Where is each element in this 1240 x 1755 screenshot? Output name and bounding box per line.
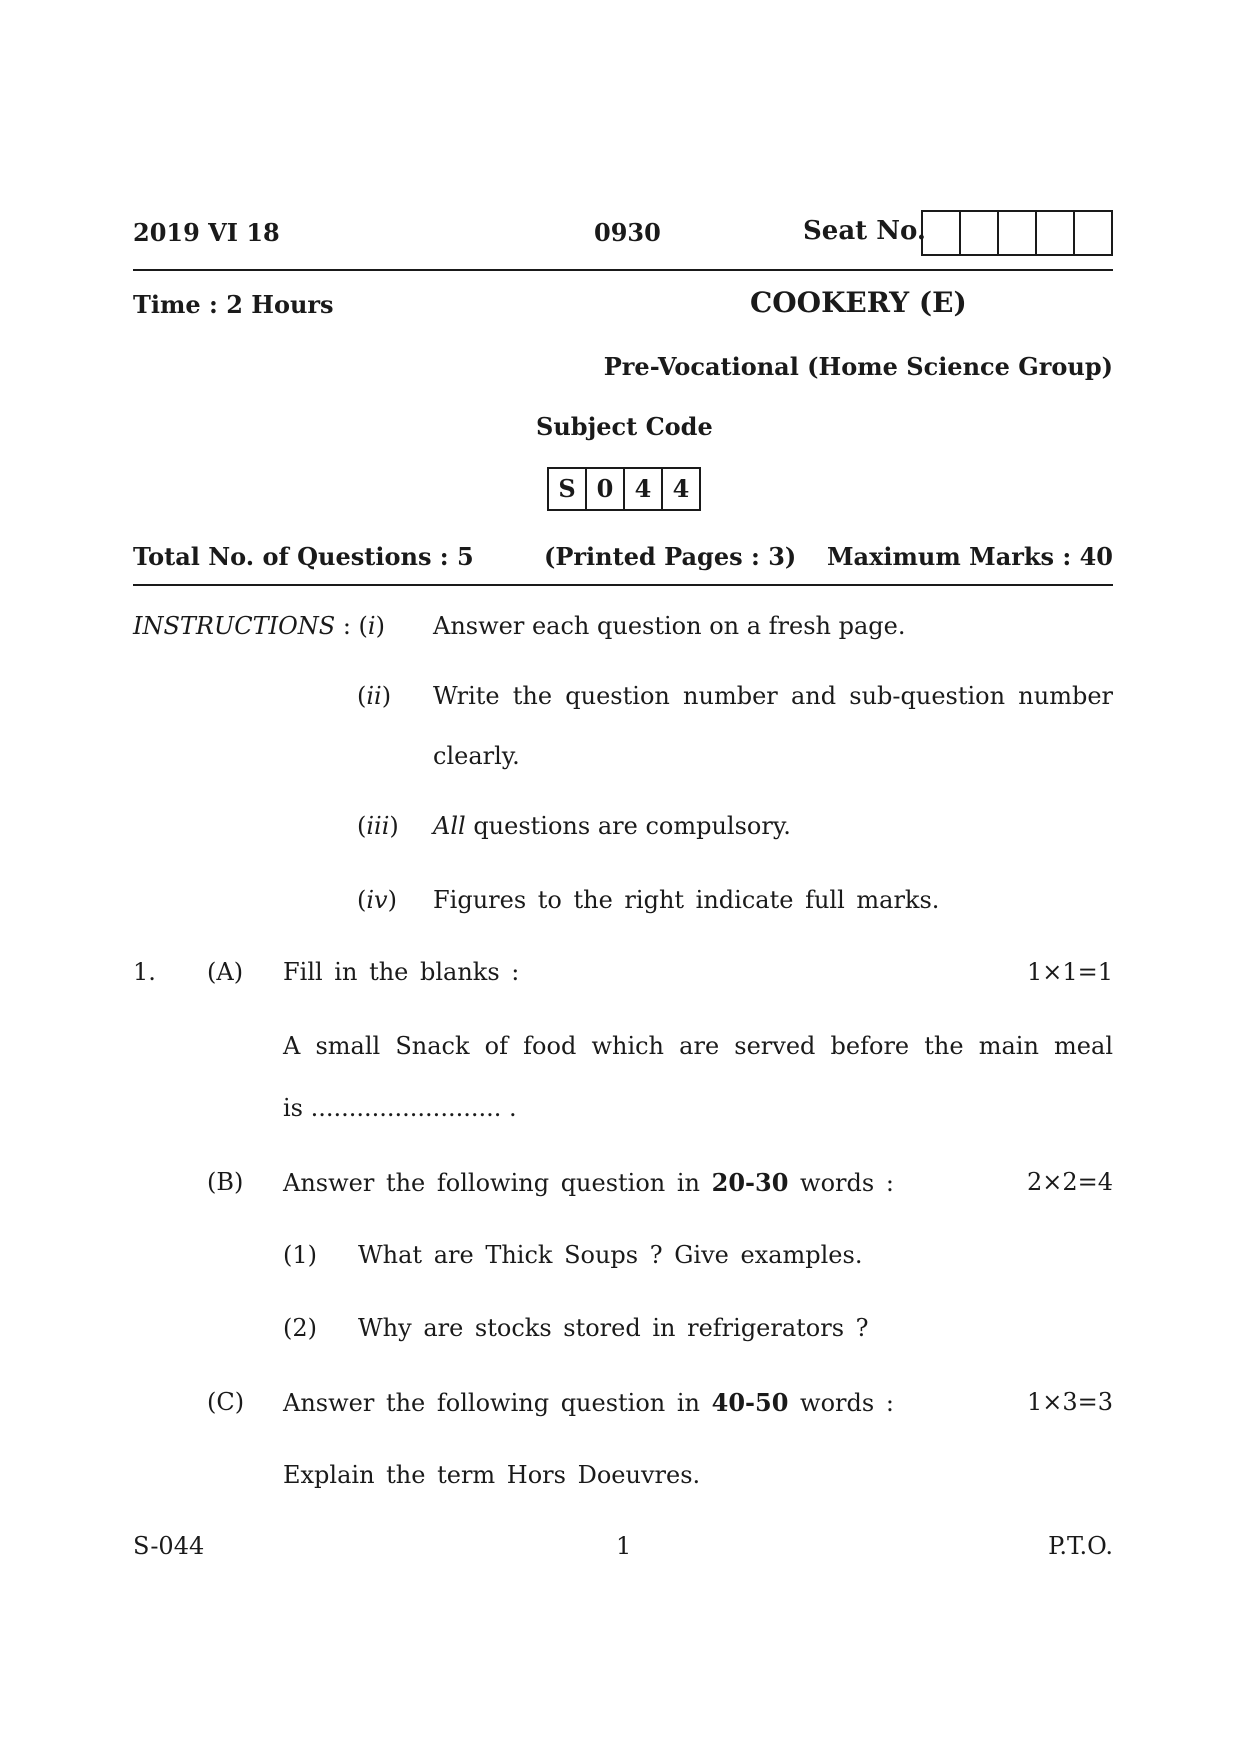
code-box: 4 [625,469,663,509]
question-1-number: 1. [133,958,156,986]
instruction-1: Answer each question on a fresh page. [433,612,906,640]
seat-box[interactable] [961,212,999,254]
instruction-4: Figures to the right indicate full marks. [433,886,940,914]
question-1c-label: (C) [207,1388,245,1416]
page-number: 1 [616,1532,632,1560]
instruction-4-num: (iv) [357,886,397,914]
instruction-2-line1: Write the question number and sub-question number [433,682,1113,710]
time-allowed: Time : 2 Hours [133,290,334,319]
subject-title: COOKERY (E) [750,286,967,319]
total-questions: Total No. of Questions : 5 [133,542,474,571]
seat-box[interactable] [923,212,961,254]
sub-question-text: What are Thick Soups ? Give examples. [358,1241,863,1269]
meta-divider [133,584,1113,586]
seat-box[interactable] [1075,212,1111,254]
seat-box[interactable] [1037,212,1075,254]
paper-number: 0930 [594,218,661,247]
seat-number-boxes[interactable] [921,210,1113,256]
please-turn-over: P.T.O. [1048,1532,1113,1560]
question-1a-line2: is ......................... . [283,1094,517,1122]
header-divider [133,269,1113,271]
question-1a-label: (A) [207,958,244,986]
question-1b-prompt: Answer the following question in 20-30 words : [283,1168,894,1197]
question-1c-text: Explain the term Hors Doeuvres. [283,1461,701,1489]
paper-code: 2019 VI 18 [133,218,280,247]
question-1a-prompt: Fill in the blanks : [283,958,520,986]
sub-question-num: (1) [283,1241,317,1269]
question-1c-marks: 1×3=3 [1026,1388,1113,1416]
sub-question-num: (2) [283,1314,317,1342]
seat-label: Seat No. [803,216,926,246]
printed-pages: (Printed Pages : 3) [544,542,797,571]
instruction-3-num: (iii) [357,812,399,840]
seat-box[interactable] [999,212,1037,254]
question-1a-marks: 1×1=1 [1026,958,1113,986]
subject-group: Pre-Vocational (Home Science Group) [603,352,1113,381]
subject-code-label: Subject Code [536,412,713,441]
code-box: 0 [587,469,625,509]
instruction-2-num: (ii) [357,682,392,710]
code-box: S [549,469,587,509]
question-1a-line1: A small Snack of food which are served before the main meal [283,1032,1113,1060]
footer-code: S-044 [133,1532,205,1560]
instruction-3: All questions are compulsory. [433,812,791,840]
instruction-2-line2: clearly. [433,742,520,770]
instructions-label: INSTRUCTIONS : (i) [133,612,385,640]
code-box: 4 [672,474,690,503]
maximum-marks: Maximum Marks : 40 [826,542,1113,571]
question-1b-marks: 2×2=4 [1026,1168,1113,1196]
sub-question-text: Why are stocks stored in refrigerators ? [358,1314,869,1342]
question-1c-prompt: Answer the following question in 40-50 words : [283,1388,894,1417]
question-1b-label: (B) [207,1168,244,1196]
subject-code-boxes [547,467,701,511]
